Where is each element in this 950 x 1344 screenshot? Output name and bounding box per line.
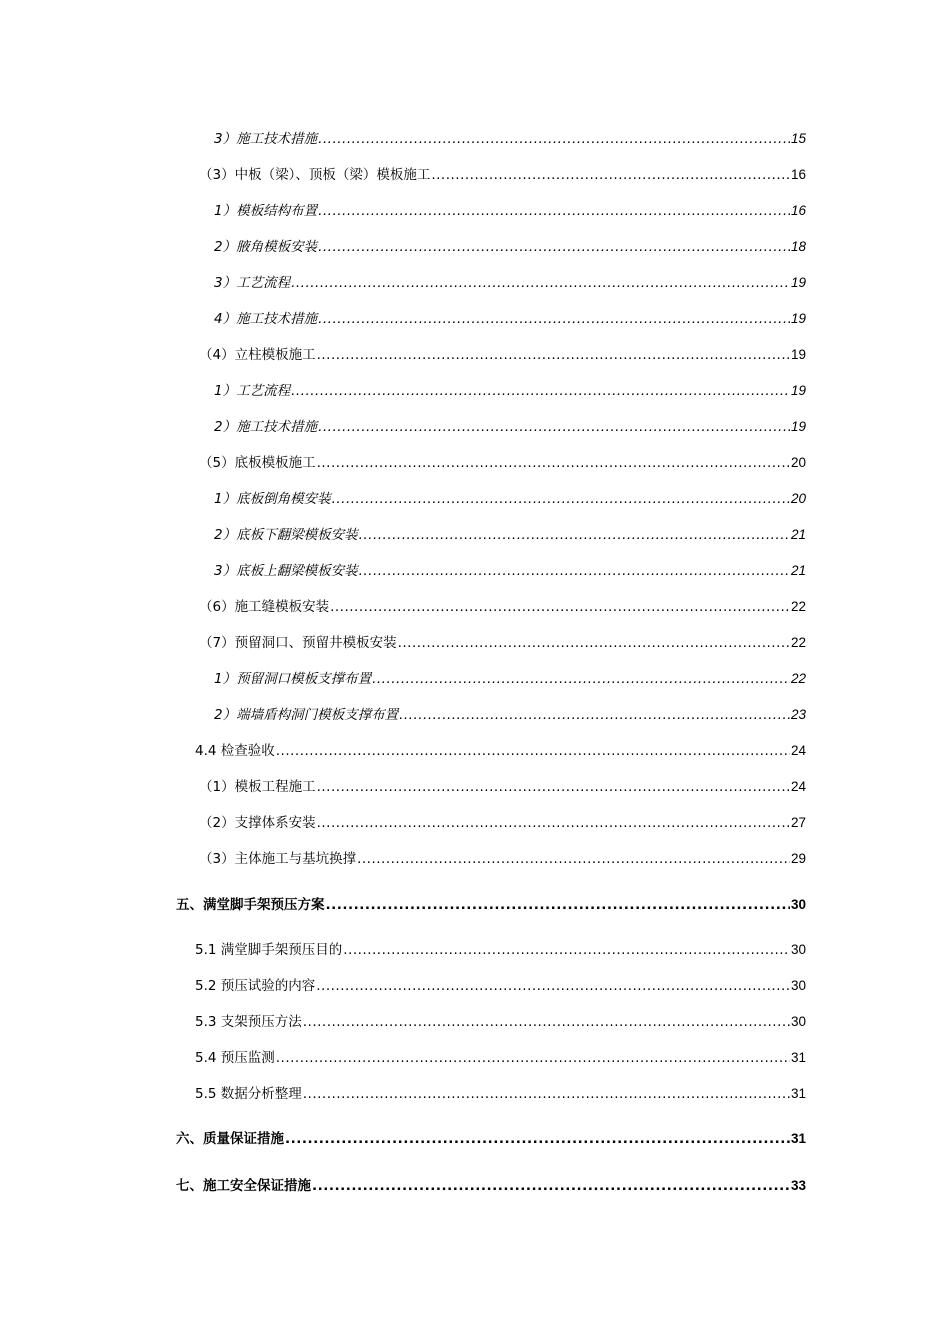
toc-entry-label: 1）预留洞口模板支撑布置 bbox=[214, 671, 372, 687]
toc-entry[interactable] bbox=[199, 850, 806, 868]
toc-entry[interactable] bbox=[199, 598, 806, 616]
toc-entry[interactable] bbox=[214, 382, 806, 400]
toc-entry-label: 3）施工技术措施 bbox=[214, 131, 318, 147]
toc-entry-page: 20 bbox=[790, 455, 806, 470]
toc-entry[interactable] bbox=[214, 562, 806, 580]
toc-entry-page: 16 bbox=[790, 203, 806, 218]
toc-entry[interactable] bbox=[176, 896, 806, 914]
toc-entry[interactable] bbox=[214, 310, 806, 328]
toc-entry[interactable] bbox=[176, 1130, 806, 1148]
toc-entry-label: （1）模板工程施工 bbox=[199, 779, 316, 795]
toc-entry-label: 3）底板上翻梁模板安装 bbox=[214, 563, 358, 579]
toc-entry-page: 19 bbox=[790, 419, 806, 434]
toc-entry[interactable] bbox=[199, 778, 806, 796]
toc-entry[interactable] bbox=[214, 238, 806, 256]
toc-leader-dots bbox=[330, 598, 790, 616]
toc-leader-dots bbox=[318, 130, 790, 148]
toc-entry-page: 22 bbox=[790, 671, 806, 686]
toc-entry-label: 4）施工技术措施 bbox=[214, 311, 318, 327]
toc-entry-page: 31 bbox=[790, 1131, 806, 1146]
toc-leader-dots bbox=[326, 896, 790, 914]
toc-entry-page: 22 bbox=[790, 635, 806, 650]
toc-entry[interactable] bbox=[214, 202, 806, 220]
toc-entry-label: 1）模板结构布置 bbox=[214, 203, 318, 219]
toc-leader-dots bbox=[317, 346, 790, 364]
toc-entry-label: （6）施工缝模板安装 bbox=[199, 599, 330, 615]
toc-leader-dots bbox=[398, 634, 790, 652]
toc-leader-dots bbox=[372, 670, 790, 688]
toc-entry-page: 22 bbox=[790, 599, 806, 614]
toc-entry-page: 27 bbox=[790, 815, 806, 830]
toc-entry-label: 1）底板倒角模安装 bbox=[214, 491, 331, 507]
toc-entry-label: （2）支撑体系安装 bbox=[199, 815, 316, 831]
toc-entry-label: 六、质量保证措施 bbox=[176, 1131, 284, 1147]
toc-entry-page: 21 bbox=[790, 563, 806, 578]
toc-leader-dots bbox=[291, 274, 790, 292]
toc-entry-label: 五、满堂脚手架预压方案 bbox=[176, 897, 325, 913]
toc-entry-page: 21 bbox=[790, 527, 806, 542]
toc-entry[interactable] bbox=[176, 1177, 806, 1195]
toc-entry[interactable] bbox=[195, 941, 806, 959]
toc-entry[interactable] bbox=[199, 454, 806, 472]
toc-entry[interactable] bbox=[214, 130, 806, 148]
toc-entry[interactable] bbox=[214, 418, 806, 436]
toc-leader-dots bbox=[399, 706, 790, 724]
toc-entry[interactable] bbox=[199, 166, 806, 184]
toc-entry-page: 15 bbox=[790, 131, 806, 146]
toc-entry-label: （3）中板（梁）、顶板（梁）模板施工 bbox=[199, 167, 431, 183]
toc-entry[interactable] bbox=[195, 1013, 806, 1031]
toc-leader-dots bbox=[343, 941, 790, 959]
toc-entry-label: 5.3 支架预压方法 bbox=[195, 1014, 302, 1030]
toc-leader-dots bbox=[359, 526, 790, 544]
toc-entry-page: 16 bbox=[790, 167, 806, 182]
toc-entry-label: 3）工艺流程 bbox=[214, 275, 291, 291]
toc-entry[interactable] bbox=[199, 814, 806, 832]
toc-entry[interactable] bbox=[199, 634, 806, 652]
toc-leader-dots bbox=[303, 1085, 790, 1103]
toc-leader-dots bbox=[303, 1013, 790, 1031]
toc-entry-page: 19 bbox=[790, 275, 806, 290]
toc-entry-label: 4.4 检查验收 bbox=[195, 743, 275, 759]
toc-entry-label: 5.1 满堂脚手架预压目的 bbox=[195, 942, 343, 958]
toc-entry-page: 31 bbox=[790, 1086, 806, 1101]
toc-entry-page: 19 bbox=[790, 383, 806, 398]
toc-entry-label: 5.2 预压试验的内容 bbox=[195, 978, 316, 994]
toc-leader-dots bbox=[317, 814, 790, 832]
toc-entry-label: （3）主体施工与基坑换撑 bbox=[199, 851, 357, 867]
toc-entry[interactable] bbox=[195, 742, 806, 760]
toc-entry-label: （7）预留洞口、预留井模板安装 bbox=[199, 635, 397, 651]
toc-entry-page: 30 bbox=[790, 897, 806, 912]
toc-entry-label: 5.4 预压监测 bbox=[195, 1050, 275, 1066]
toc-entry[interactable] bbox=[214, 526, 806, 544]
toc-leader-dots bbox=[318, 202, 790, 220]
toc-leader-dots bbox=[317, 454, 790, 472]
toc-entry-label: 2）施工技术措施 bbox=[214, 419, 318, 435]
toc-leader-dots bbox=[291, 382, 790, 400]
toc-leader-dots bbox=[318, 310, 790, 328]
toc-entry-page: 30 bbox=[790, 978, 806, 993]
toc-entry-page: 19 bbox=[790, 311, 806, 326]
toc-entry[interactable] bbox=[214, 706, 806, 724]
toc-leader-dots bbox=[332, 490, 790, 508]
toc-leader-dots bbox=[318, 418, 790, 436]
toc-entry-page: 24 bbox=[790, 779, 806, 794]
toc-entry[interactable] bbox=[214, 274, 806, 292]
toc-leader-dots bbox=[431, 166, 790, 184]
toc-entry-page: 20 bbox=[790, 491, 806, 506]
toc-entry-page: 33 bbox=[790, 1178, 806, 1193]
toc-entry-label: 5.5 数据分析整理 bbox=[195, 1086, 302, 1102]
toc-entry-label: （5）底板模板施工 bbox=[199, 455, 316, 471]
toc-leader-dots bbox=[312, 1177, 790, 1195]
toc-entry[interactable] bbox=[195, 1085, 806, 1103]
toc-entry-page: 18 bbox=[790, 239, 806, 254]
toc-leader-dots bbox=[318, 238, 790, 256]
toc-entry-page: 19 bbox=[790, 347, 806, 362]
toc-entry-page: 31 bbox=[790, 1050, 806, 1065]
toc-leader-dots bbox=[357, 850, 790, 868]
toc-entry-label: 2）底板下翻梁模板安装 bbox=[214, 527, 358, 543]
toc-entry-label: 2）腋角模板安装 bbox=[214, 239, 318, 255]
toc-entry-label: （4）立柱模板施工 bbox=[199, 347, 316, 363]
toc-leader-dots bbox=[317, 778, 790, 796]
toc-entry-label: 1）工艺流程 bbox=[214, 383, 291, 399]
toc-entry-page: 30 bbox=[790, 1014, 806, 1029]
toc-entry-label: 七、施工安全保证措施 bbox=[176, 1178, 311, 1194]
toc-entry[interactable] bbox=[214, 670, 806, 688]
toc-entry[interactable] bbox=[195, 1049, 806, 1067]
toc-entry-label: 2）端墙盾构洞门模板支撑布置 bbox=[214, 707, 399, 723]
toc-leader-dots bbox=[285, 1130, 790, 1148]
toc-entry[interactable] bbox=[199, 346, 806, 364]
toc-leader-dots bbox=[276, 1049, 790, 1067]
toc-entry-page: 23 bbox=[790, 707, 806, 722]
toc-leader-dots bbox=[276, 742, 790, 760]
toc-entry-page: 29 bbox=[790, 851, 806, 866]
toc-leader-dots bbox=[316, 977, 790, 995]
toc-leader-dots bbox=[359, 562, 790, 580]
toc-entry-page: 30 bbox=[790, 942, 806, 957]
toc-entry[interactable] bbox=[195, 977, 806, 995]
toc-entry-page: 24 bbox=[790, 743, 806, 758]
toc-entry[interactable] bbox=[214, 490, 806, 508]
